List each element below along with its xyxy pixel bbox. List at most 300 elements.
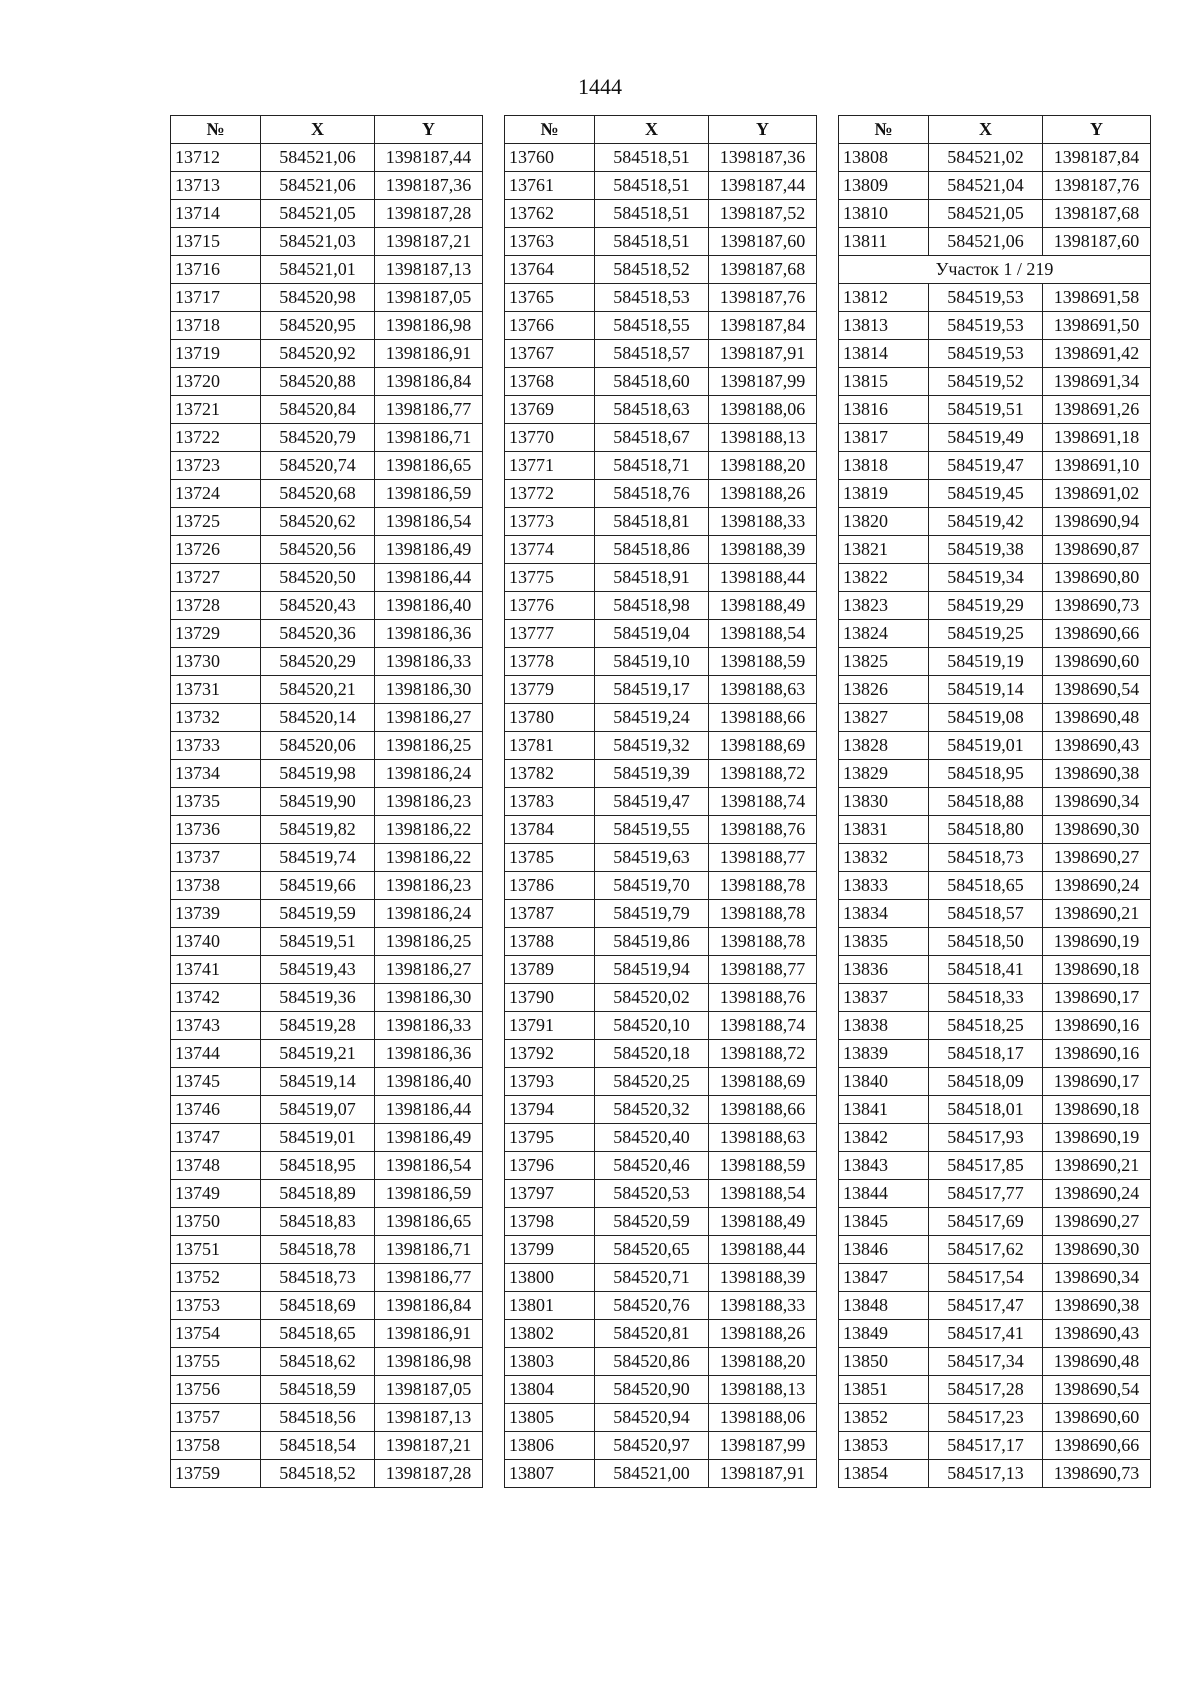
cell-y: 1398186,65 (375, 1208, 483, 1236)
cell-no: 13762 (505, 200, 595, 228)
cell-y: 1398188,54 (709, 1180, 817, 1208)
table-row (505, 368, 817, 396)
cell-x: 584519,14 (261, 1068, 375, 1096)
cell-y: 1398186,77 (375, 1264, 483, 1292)
cell-x: 584518,89 (261, 1180, 375, 1208)
cell-y: 1398188,72 (709, 760, 817, 788)
cell-no: 13842 (839, 1124, 929, 1152)
cell-x: 584518,56 (261, 1404, 375, 1432)
cell-x: 584517,69 (929, 1208, 1043, 1236)
cell-y: 1398188,13 (709, 424, 817, 452)
table-row (505, 1348, 817, 1376)
cell-y: 1398690,66 (1043, 1432, 1151, 1460)
cell-no: 13774 (505, 536, 595, 564)
table-body (171, 144, 483, 1488)
table-row (505, 844, 817, 872)
cell-no: 13776 (505, 592, 595, 620)
cell-x: 584519,08 (929, 704, 1043, 732)
table-row (505, 1152, 817, 1180)
cell-no: 13829 (839, 760, 929, 788)
cell-no: 13813 (839, 312, 929, 340)
cell-no: 13837 (839, 984, 929, 1012)
cell-no: 13795 (505, 1124, 595, 1152)
cell-y: 1398186,22 (375, 816, 483, 844)
cell-no: 13838 (839, 1012, 929, 1040)
cell-no: 13724 (171, 480, 261, 508)
cell-no: 13806 (505, 1432, 595, 1460)
cell-x: 584518,69 (261, 1292, 375, 1320)
cell-y: 1398691,18 (1043, 424, 1151, 452)
table-row (171, 1012, 483, 1040)
cell-no: 13848 (839, 1292, 929, 1320)
table-row (839, 872, 1151, 900)
cell-no: 13784 (505, 816, 595, 844)
cell-no: 13793 (505, 1068, 595, 1096)
cell-no: 13713 (171, 172, 261, 200)
cell-y: 1398187,76 (1043, 172, 1151, 200)
table-row (505, 816, 817, 844)
cell-x: 584518,65 (929, 872, 1043, 900)
cell-x: 584519,52 (929, 368, 1043, 396)
cell-x: 584519,90 (261, 788, 375, 816)
table-row (839, 592, 1151, 620)
cell-y: 1398690,24 (1043, 1180, 1151, 1208)
cell-y: 1398187,05 (375, 284, 483, 312)
cell-no: 13739 (171, 900, 261, 928)
cell-y: 1398186,25 (375, 928, 483, 956)
table-row (171, 1432, 483, 1460)
cell-no: 13748 (171, 1152, 261, 1180)
table-row (505, 1068, 817, 1096)
cell-x: 584518,60 (595, 368, 709, 396)
cell-y: 1398186,30 (375, 676, 483, 704)
cell-y: 1398188,63 (709, 1124, 817, 1152)
cell-no: 13730 (171, 648, 261, 676)
table-row (171, 1068, 483, 1096)
table-row (839, 956, 1151, 984)
cell-y: 1398188,26 (709, 1320, 817, 1348)
column-header-y: Y (709, 116, 817, 144)
cell-x: 584518,67 (595, 424, 709, 452)
table-row (171, 844, 483, 872)
cell-y: 1398690,87 (1043, 536, 1151, 564)
cell-y: 1398188,76 (709, 816, 817, 844)
table-row (171, 1320, 483, 1348)
table-row (505, 1292, 817, 1320)
table-row (839, 508, 1151, 536)
table-row (839, 928, 1151, 956)
cell-y: 1398188,76 (709, 984, 817, 1012)
cell-x: 584519,42 (929, 508, 1043, 536)
cell-y: 1398188,20 (709, 1348, 817, 1376)
cell-no: 13805 (505, 1404, 595, 1432)
cell-no: 13721 (171, 396, 261, 424)
cell-x: 584518,73 (929, 844, 1043, 872)
cell-no: 13814 (839, 340, 929, 368)
table-row (839, 1012, 1151, 1040)
cell-x: 584519,55 (595, 816, 709, 844)
cell-no: 13819 (839, 480, 929, 508)
cell-y: 1398690,24 (1043, 872, 1151, 900)
cell-x: 584519,47 (929, 452, 1043, 480)
table-row (505, 1040, 817, 1068)
table-row (839, 564, 1151, 592)
table-row (839, 1096, 1151, 1124)
cell-no: 13780 (505, 704, 595, 732)
cell-y: 1398690,17 (1043, 984, 1151, 1012)
cell-y: 1398691,42 (1043, 340, 1151, 368)
table-row (505, 900, 817, 928)
table-row (505, 1376, 817, 1404)
cell-x: 584518,78 (261, 1236, 375, 1264)
cell-y: 1398691,34 (1043, 368, 1151, 396)
cell-no: 13839 (839, 1040, 929, 1068)
table-row (839, 284, 1151, 312)
cell-y: 1398188,06 (709, 396, 817, 424)
table-row (505, 1012, 817, 1040)
table-row (171, 536, 483, 564)
cell-no: 13757 (171, 1404, 261, 1432)
cell-no: 13820 (839, 508, 929, 536)
table-header-row (839, 116, 1151, 144)
cell-x: 584519,79 (595, 900, 709, 928)
cell-x: 584520,65 (595, 1236, 709, 1264)
table-row (839, 1292, 1151, 1320)
cell-y: 1398690,18 (1043, 1096, 1151, 1124)
cell-no: 13846 (839, 1236, 929, 1264)
cell-no: 13726 (171, 536, 261, 564)
table-row (171, 1404, 483, 1432)
cell-x: 584518,62 (261, 1348, 375, 1376)
table-row (505, 256, 817, 284)
cell-no: 13799 (505, 1236, 595, 1264)
table-row (171, 956, 483, 984)
table-row (171, 788, 483, 816)
table-row (505, 1432, 817, 1460)
cell-y: 1398188,44 (709, 564, 817, 592)
cell-x: 584518,57 (595, 340, 709, 368)
table-row (171, 396, 483, 424)
cell-no: 13826 (839, 676, 929, 704)
cell-no: 13818 (839, 452, 929, 480)
cell-y: 1398186,44 (375, 1096, 483, 1124)
cell-x: 584519,07 (261, 1096, 375, 1124)
cell-y: 1398187,28 (375, 200, 483, 228)
cell-no: 13767 (505, 340, 595, 368)
table-row (171, 256, 483, 284)
cell-no: 13824 (839, 620, 929, 648)
cell-y: 1398690,27 (1043, 844, 1151, 872)
cell-x: 584518,01 (929, 1096, 1043, 1124)
cell-x: 584518,51 (595, 144, 709, 172)
cell-y: 1398186,24 (375, 900, 483, 928)
table-row (839, 200, 1151, 228)
table-row (171, 816, 483, 844)
cell-y: 1398188,06 (709, 1404, 817, 1432)
cell-y: 1398690,43 (1043, 1320, 1151, 1348)
cell-y: 1398186,91 (375, 340, 483, 368)
table-row (839, 144, 1151, 172)
table-row (839, 648, 1151, 676)
cell-y: 1398186,27 (375, 956, 483, 984)
cell-y: 1398690,80 (1043, 564, 1151, 592)
table-row (505, 172, 817, 200)
cell-y: 1398187,84 (1043, 144, 1151, 172)
cell-no: 13833 (839, 872, 929, 900)
cell-no: 13817 (839, 424, 929, 452)
table-row (171, 1208, 483, 1236)
cell-y: 1398187,99 (709, 368, 817, 396)
cell-y: 1398188,33 (709, 1292, 817, 1320)
table-row (839, 1208, 1151, 1236)
cell-x: 584521,06 (261, 172, 375, 200)
cell-no: 13725 (171, 508, 261, 536)
cell-no: 13794 (505, 1096, 595, 1124)
cell-y: 1398690,73 (1043, 592, 1151, 620)
table-row (505, 312, 817, 340)
cell-x: 584517,85 (929, 1152, 1043, 1180)
cell-no: 13850 (839, 1348, 929, 1376)
cell-y: 1398186,98 (375, 1348, 483, 1376)
cell-x: 584520,29 (261, 648, 375, 676)
cell-x: 584518,80 (929, 816, 1043, 844)
cell-x: 584519,17 (595, 676, 709, 704)
cell-x: 584521,06 (261, 144, 375, 172)
cell-no: 13807 (505, 1460, 595, 1488)
cell-x: 584519,01 (261, 1124, 375, 1152)
cell-no: 13749 (171, 1180, 261, 1208)
cell-x: 584521,05 (261, 200, 375, 228)
table-row (839, 396, 1151, 424)
cell-no: 13764 (505, 256, 595, 284)
cell-x: 584521,05 (929, 200, 1043, 228)
cell-no: 13843 (839, 1152, 929, 1180)
cell-no: 13788 (505, 928, 595, 956)
cell-x: 584519,70 (595, 872, 709, 900)
table-row (839, 732, 1151, 760)
cell-y: 1398188,74 (709, 1012, 817, 1040)
cell-x: 584520,14 (261, 704, 375, 732)
cell-no: 13735 (171, 788, 261, 816)
cell-no: 13719 (171, 340, 261, 368)
cell-y: 1398186,23 (375, 788, 483, 816)
cell-x: 584517,17 (929, 1432, 1043, 1460)
table-row (839, 984, 1151, 1012)
table-row (171, 1236, 483, 1264)
cell-x: 584520,90 (595, 1376, 709, 1404)
table-row (839, 340, 1151, 368)
table-row (839, 1264, 1151, 1292)
cell-y: 1398186,54 (375, 1152, 483, 1180)
table-body (839, 144, 1151, 1488)
cell-no: 13840 (839, 1068, 929, 1096)
table-row (505, 1320, 817, 1348)
table-row (171, 984, 483, 1012)
table-row (171, 340, 483, 368)
cell-y: 1398186,91 (375, 1320, 483, 1348)
cell-x: 584520,53 (595, 1180, 709, 1208)
cell-x: 584519,51 (261, 928, 375, 956)
cell-y: 1398186,44 (375, 564, 483, 592)
table-row (505, 872, 817, 900)
cell-x: 584518,53 (595, 284, 709, 312)
table-row (171, 1152, 483, 1180)
table-row (839, 1152, 1151, 1180)
cell-no: 13835 (839, 928, 929, 956)
cell-y: 1398690,48 (1043, 1348, 1151, 1376)
table-row (505, 928, 817, 956)
table-row (171, 508, 483, 536)
cell-y: 1398691,26 (1043, 396, 1151, 424)
cell-y: 1398186,25 (375, 732, 483, 760)
cell-y: 1398188,63 (709, 676, 817, 704)
cell-y: 1398690,48 (1043, 704, 1151, 732)
cell-no: 13782 (505, 760, 595, 788)
cell-x: 584518,17 (929, 1040, 1043, 1068)
cell-no: 13797 (505, 1180, 595, 1208)
cell-no: 13753 (171, 1292, 261, 1320)
cell-x: 584518,63 (595, 396, 709, 424)
cell-no: 13722 (171, 424, 261, 452)
cell-no: 13802 (505, 1320, 595, 1348)
cell-y: 1398186,40 (375, 1068, 483, 1096)
cell-no: 13828 (839, 732, 929, 760)
cell-no: 13804 (505, 1376, 595, 1404)
cell-x: 584519,38 (929, 536, 1043, 564)
section-title: Участок 1 / 219 (839, 256, 1151, 284)
table-row (505, 1264, 817, 1292)
cell-x: 584521,00 (595, 1460, 709, 1488)
table-row (839, 172, 1151, 200)
coordinate-tables (170, 115, 1151, 1488)
cell-no: 13785 (505, 844, 595, 872)
cell-x: 584518,51 (595, 172, 709, 200)
cell-no: 13741 (171, 956, 261, 984)
cell-no: 13769 (505, 396, 595, 424)
cell-no: 13738 (171, 872, 261, 900)
cell-no: 13854 (839, 1460, 929, 1488)
coordinate-table (504, 115, 817, 1488)
table-row (171, 228, 483, 256)
table-row (839, 1180, 1151, 1208)
cell-y: 1398186,30 (375, 984, 483, 1012)
table-row (839, 704, 1151, 732)
cell-no: 13733 (171, 732, 261, 760)
table-row (171, 872, 483, 900)
cell-no: 13812 (839, 284, 929, 312)
table-row (505, 200, 817, 228)
cell-no: 13787 (505, 900, 595, 928)
table-row (839, 1432, 1151, 1460)
cell-y: 1398187,36 (709, 144, 817, 172)
table-row (171, 312, 483, 340)
cell-x: 584519,51 (929, 396, 1043, 424)
table-row (171, 1292, 483, 1320)
table-row (171, 480, 483, 508)
table-row (171, 1348, 483, 1376)
table-row (171, 172, 483, 200)
cell-y: 1398188,39 (709, 536, 817, 564)
table-row (171, 284, 483, 312)
table-row (171, 928, 483, 956)
table-row (505, 1124, 817, 1152)
cell-x: 584517,47 (929, 1292, 1043, 1320)
cell-no: 13717 (171, 284, 261, 312)
cell-no: 13847 (839, 1264, 929, 1292)
cell-no: 13768 (505, 368, 595, 396)
cell-y: 1398188,59 (709, 1152, 817, 1180)
cell-no: 13744 (171, 1040, 261, 1068)
cell-x: 584520,25 (595, 1068, 709, 1096)
cell-no: 13712 (171, 144, 261, 172)
cell-y: 1398690,38 (1043, 1292, 1151, 1320)
table-row (839, 788, 1151, 816)
cell-y: 1398691,58 (1043, 284, 1151, 312)
table-row (171, 648, 483, 676)
cell-y: 1398690,43 (1043, 732, 1151, 760)
table-body (505, 144, 817, 1488)
cell-x: 584520,32 (595, 1096, 709, 1124)
cell-y: 1398186,33 (375, 1012, 483, 1040)
cell-no: 13810 (839, 200, 929, 228)
cell-y: 1398188,13 (709, 1376, 817, 1404)
cell-x: 584519,53 (929, 284, 1043, 312)
table-row (171, 424, 483, 452)
page-number: 1444 (578, 74, 622, 99)
cell-y: 1398186,23 (375, 872, 483, 900)
table-row (171, 1180, 483, 1208)
cell-no: 13714 (171, 200, 261, 228)
cell-x: 584520,59 (595, 1208, 709, 1236)
cell-x: 584519,53 (929, 340, 1043, 368)
cell-y: 1398690,54 (1043, 1376, 1151, 1404)
cell-no: 13832 (839, 844, 929, 872)
cell-x: 584520,97 (595, 1432, 709, 1460)
table-row (505, 956, 817, 984)
cell-x: 584518,57 (929, 900, 1043, 928)
cell-y: 1398188,72 (709, 1040, 817, 1068)
table-row (839, 1376, 1151, 1404)
cell-x: 584519,01 (929, 732, 1043, 760)
cell-x: 584518,51 (595, 228, 709, 256)
cell-no: 13779 (505, 676, 595, 704)
table-row (171, 1040, 483, 1068)
table-row (505, 144, 817, 172)
cell-x: 584519,63 (595, 844, 709, 872)
table-row (839, 312, 1151, 340)
cell-no: 13716 (171, 256, 261, 284)
cell-x: 584520,46 (595, 1152, 709, 1180)
cell-y: 1398188,77 (709, 956, 817, 984)
cell-no: 13852 (839, 1404, 929, 1432)
cell-x: 584518,65 (261, 1320, 375, 1348)
cell-x: 584519,45 (929, 480, 1043, 508)
table-row (839, 536, 1151, 564)
cell-y: 1398187,91 (709, 340, 817, 368)
cell-x: 584519,86 (595, 928, 709, 956)
table-row (839, 1040, 1151, 1068)
table-row (839, 1124, 1151, 1152)
cell-y: 1398187,36 (375, 172, 483, 200)
cell-y: 1398690,60 (1043, 1404, 1151, 1432)
cell-y: 1398690,73 (1043, 1460, 1151, 1488)
cell-no: 13732 (171, 704, 261, 732)
cell-x: 584518,86 (595, 536, 709, 564)
cell-x: 584518,09 (929, 1068, 1043, 1096)
table-row (839, 760, 1151, 788)
cell-y: 1398187,84 (709, 312, 817, 340)
cell-y: 1398186,71 (375, 424, 483, 452)
